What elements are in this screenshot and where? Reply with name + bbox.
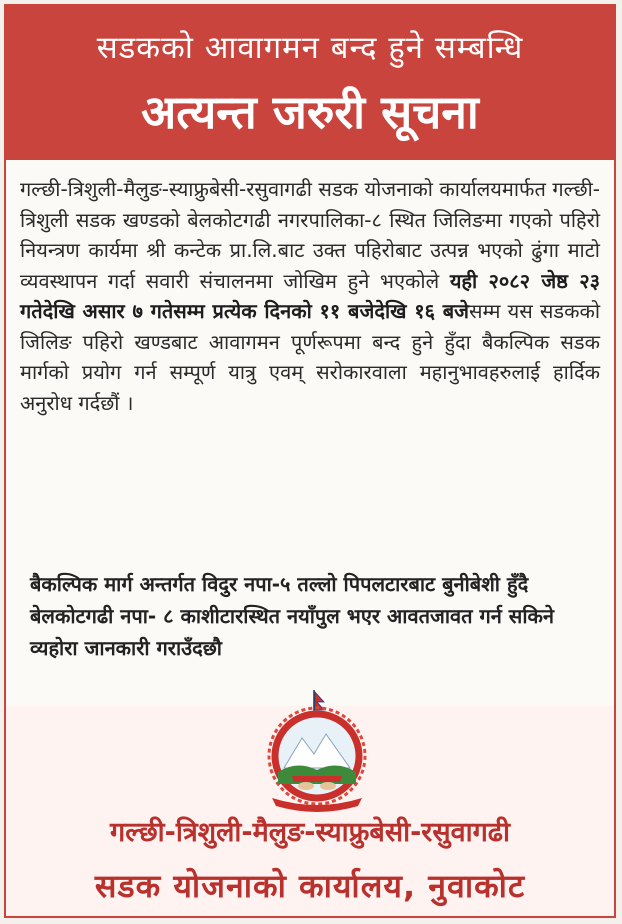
nepal-government-emblem-icon [262,686,372,816]
alternate-route-text: बैकल्पिक मार्ग अन्तर्गत विदुर नपा-५ तल्लो पिपलटारबाट बुनीबेशी हुँदै बेलकोटगढी नपा- ८ काशीटारस्थित नयाँपुल भएर आवतजावत गर्न सकिने व्यहोरा जानकारी गराउँदछौ [30,572,554,660]
office-name-line1: गल्छी-त्रिशुली-मैलुङ-स्याफ्रुबेसी-रसुवागढी [110,817,510,848]
notice-poster [4,4,616,918]
notice-title: अत्यन्त जरुरी सूचना [141,85,479,139]
notice-body-part1: गल्छी-त्रिशुली-मैलुङ-स्याफ्रुबेसी-रसुवागढी सडक योजनाको कार्यालयमार्फत गल्छी-त्रिशुली सडक खण्डको बेलकोटगढी नगरपालिका-८ स्थित जिलिङमा गएको पहिरो नियन्त्रण कार्यमा श्री कन्टेक प्रा.लि.बाट उक्त पहिरोबाट उत्पन्न भएको ढुंगा माटो व्यवस्थापन गर्दा सवारी संचालनमा जोखिम हुने भएकोले [20,177,600,293]
header-banner [6,6,614,160]
notice-subtitle: सडकको आवागमन बन्द हुने सम्बन्धि [96,30,524,66]
notice-body-dates: यही २०८२ जेष्ठ २३ गतेदेखि असार ७ गतेसम्म प्रत्येक दिनको ११ बजेदेखि १६ बजे [20,268,600,323]
notice-body-part2: सम्म यस सडकको जिलिङ पहिरो खण्डबाट आवागमन पूर्णरूपमा बन्द हुने हुँदा बैकल्पिक सडक मार्गको प्रयोग गर्न सम्पूर्ण यात्रु एवम् सरोकारवाला महानुभावहरुलाई हार्दिक अनुरोध गर्दछौं । [20,299,601,415]
office-name-line2: सडक योजनाको कार्यालय, नुवाकोट [94,867,526,905]
notice-body [20,174,600,418]
